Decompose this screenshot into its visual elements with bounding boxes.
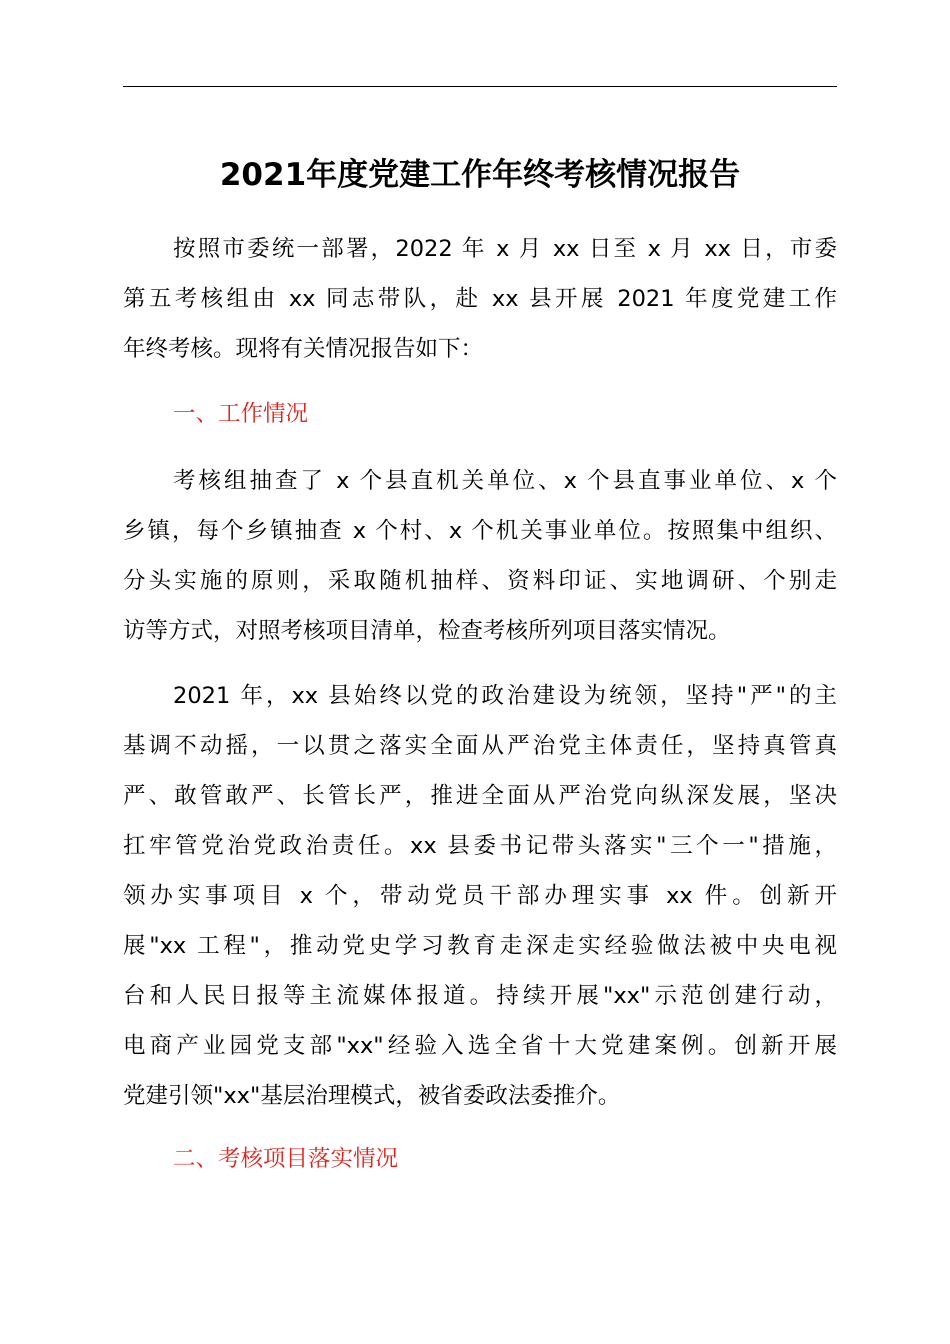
paragraph-line: 展"xx 工程"，推动党史学习教育走深走实经验做法被中央电视 bbox=[123, 933, 837, 959]
paragraph-line: 严、敢管敢严、长管长严，推进全面从严治党向纵深发展，坚决 bbox=[123, 783, 837, 809]
paragraph-line: 电商产业园党支部"xx"经验入选全省十大党建案例。创新开展 bbox=[123, 1033, 837, 1059]
paragraph-line: 基调不动摇，一以贯之落实全面从严治党主体责任，坚持真管真 bbox=[123, 733, 837, 759]
paragraph-line: 扛牢管党治党政治责任。xx 县委书记带头落实"三个一"措施， bbox=[123, 833, 837, 859]
section-heading-assessment-items: 二、考核项目落实情况 bbox=[173, 1146, 399, 1172]
paragraph-line: 党建引领"xx"基层治理模式，被省委政法委推介。 bbox=[123, 1083, 621, 1109]
document-title: 2021年度党建工作年终考核情况报告 bbox=[219, 157, 741, 193]
paragraph-line: 领办实事项目 x 个，带动党员干部办理实事 xx 件。创新开 bbox=[123, 883, 837, 909]
section-heading-work-status: 一、工作情况 bbox=[173, 401, 309, 427]
section1-paragraph-2 bbox=[123, 671, 837, 1121]
paragraph-line: 台和人民日报等主流媒体报道。持续开展"xx"示范创建行动， bbox=[123, 983, 837, 1009]
paragraph-line: 访等方式，对照考核项目清单，检查考核所列项目落实情况。 bbox=[123, 618, 731, 644]
header-rule bbox=[123, 86, 837, 87]
section1-paragraph-1 bbox=[123, 456, 837, 656]
paragraph-line: 乡镇，每个乡镇抽查 x 个村、x 个机关事业单位。按照集中组织、 bbox=[123, 518, 837, 544]
paragraph-line: 考核组抽查了 x 个县直机关单位、x 个县直事业单位、x 个 bbox=[173, 468, 837, 494]
intro-line: 第五考核组由 xx 同志带队，赴 xx 县开展 2021 年度党建工作 bbox=[123, 286, 837, 312]
intro-line: 按照市委统一部署，2022 年 x 月 xx 日至 x 月 xx 日，市委 bbox=[173, 236, 837, 262]
intro-line: 年终考核。现将有关情况报告如下： bbox=[123, 336, 484, 362]
paragraph-line: 2021 年，xx 县始终以党的政治建设为统领，坚持"严"的主 bbox=[173, 683, 837, 709]
paragraph-line: 分头实施的原则，采取随机抽样、资料印证、实地调研、个别走 bbox=[123, 568, 837, 594]
intro-paragraph bbox=[123, 224, 837, 374]
